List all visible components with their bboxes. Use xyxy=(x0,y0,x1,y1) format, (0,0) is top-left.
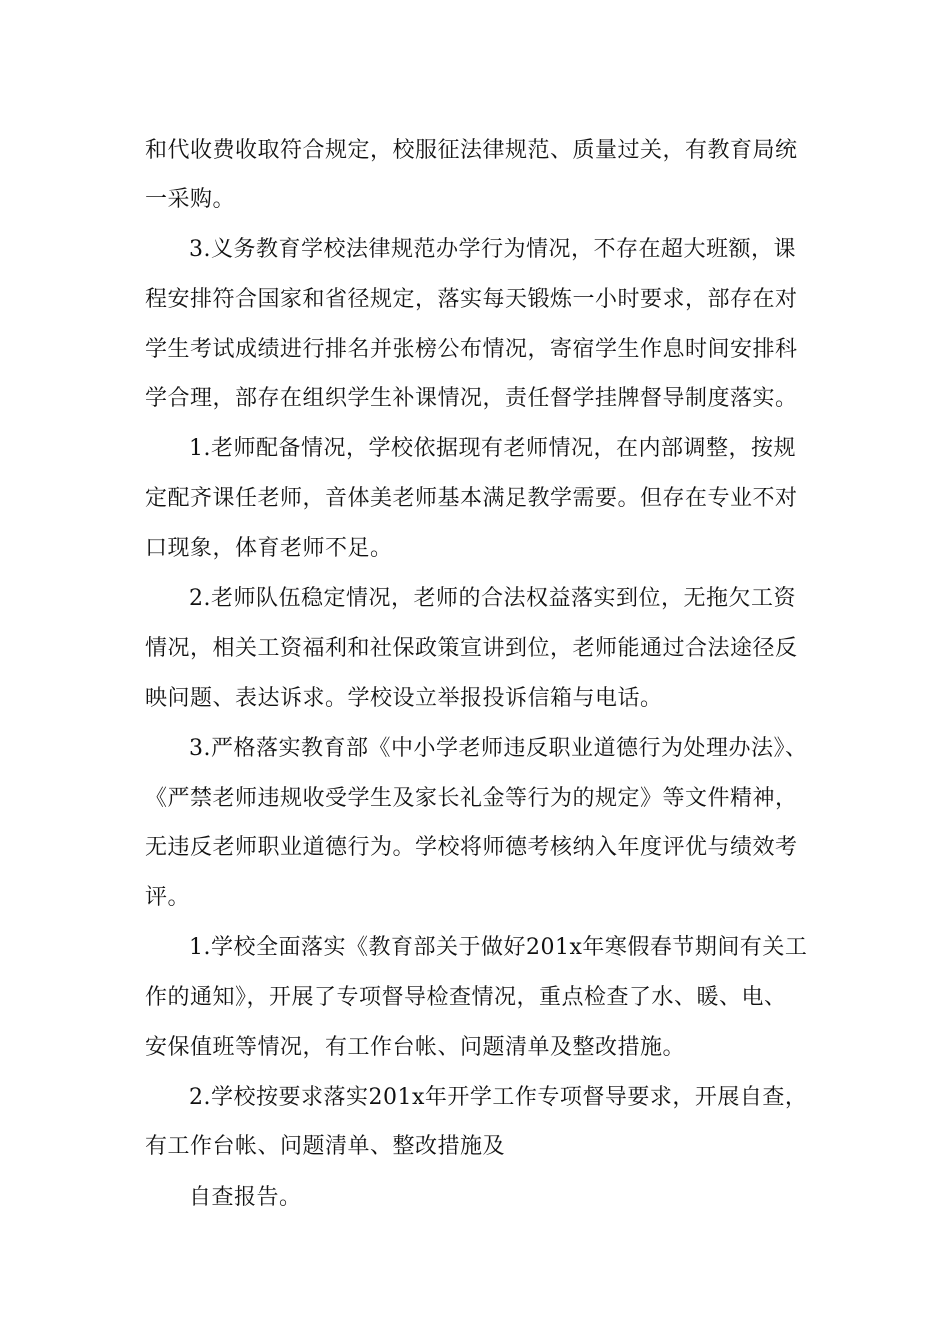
text-line-20: 2.学校按要求落实201x年开学工作专项督导要求，开展自查， xyxy=(189,1085,808,1110)
text-line-19: 安保值班等情况，有工作台帐、问题清单及整改措施。 xyxy=(145,1035,686,1060)
text-line-11: 情况，相关工资福利和社保政策宣讲到位，老师能通过合法途径反 xyxy=(145,636,798,661)
text-line-10: 2.老师队伍稳定情况，老师的合法权益落实到位，无拖欠工资 xyxy=(189,586,796,611)
text-line-17: 1.学校全面落实《教育部关于做好201x年寒假春节期间有关工 xyxy=(189,935,808,960)
text-line-21: 有工作台帐、问题清单、整改措施及 xyxy=(145,1134,506,1159)
text-line-8: 定配齐课任老师，音体美老师基本满足教学需要。但存在专业不对 xyxy=(145,486,798,511)
text-line-4: 程安排符合国家和省径规定，落实每天锻炼一小时要求，部存在对 xyxy=(145,287,798,312)
text-line-7: 1.老师配备情况，学校依据现有老师情况，在内部调整，按规 xyxy=(189,436,796,461)
text-line-14: 《严禁老师违规收受学生及家长礼金等行为的规定》等文件精神， xyxy=(145,786,798,811)
text-line-15: 无违反老师职业道德行为。学校将师德考核纳入年度评优与绩效考 xyxy=(145,835,798,860)
text-line-3: 3.义务教育学校法律规范办学行为情况，不存在超大班额，课 xyxy=(189,237,796,262)
text-line-22: 自查报告。 xyxy=(189,1185,302,1210)
text-line-5: 学生考试成绩进行排名并张榜公布情况，寄宿学生作息时间安排科 xyxy=(145,337,798,362)
text-line-12: 映问题、表达诉求。学校设立举报投诉信箱与电话。 xyxy=(145,686,663,711)
text-line-6: 学合理，部存在组织学生补课情况，责任督学挂牌督导制度落实。 xyxy=(145,386,798,411)
text-line-1: 和代收费收取符合规定，校服征法律规范、质量过关，有教育局统 xyxy=(145,138,798,163)
text-line-13: 3.严格落实教育部《中小学老师违反职业道德行为处理办法》、 xyxy=(189,736,808,761)
text-line-16: 评。 xyxy=(145,885,191,910)
text-line-2: 一采购。 xyxy=(145,187,236,212)
text-line-18: 作的通知》，开展了专项督导检查情况，重点检查了水、暖、电、 xyxy=(145,985,787,1010)
text-line-9: 口现象，体育老师不足。 xyxy=(145,536,393,561)
